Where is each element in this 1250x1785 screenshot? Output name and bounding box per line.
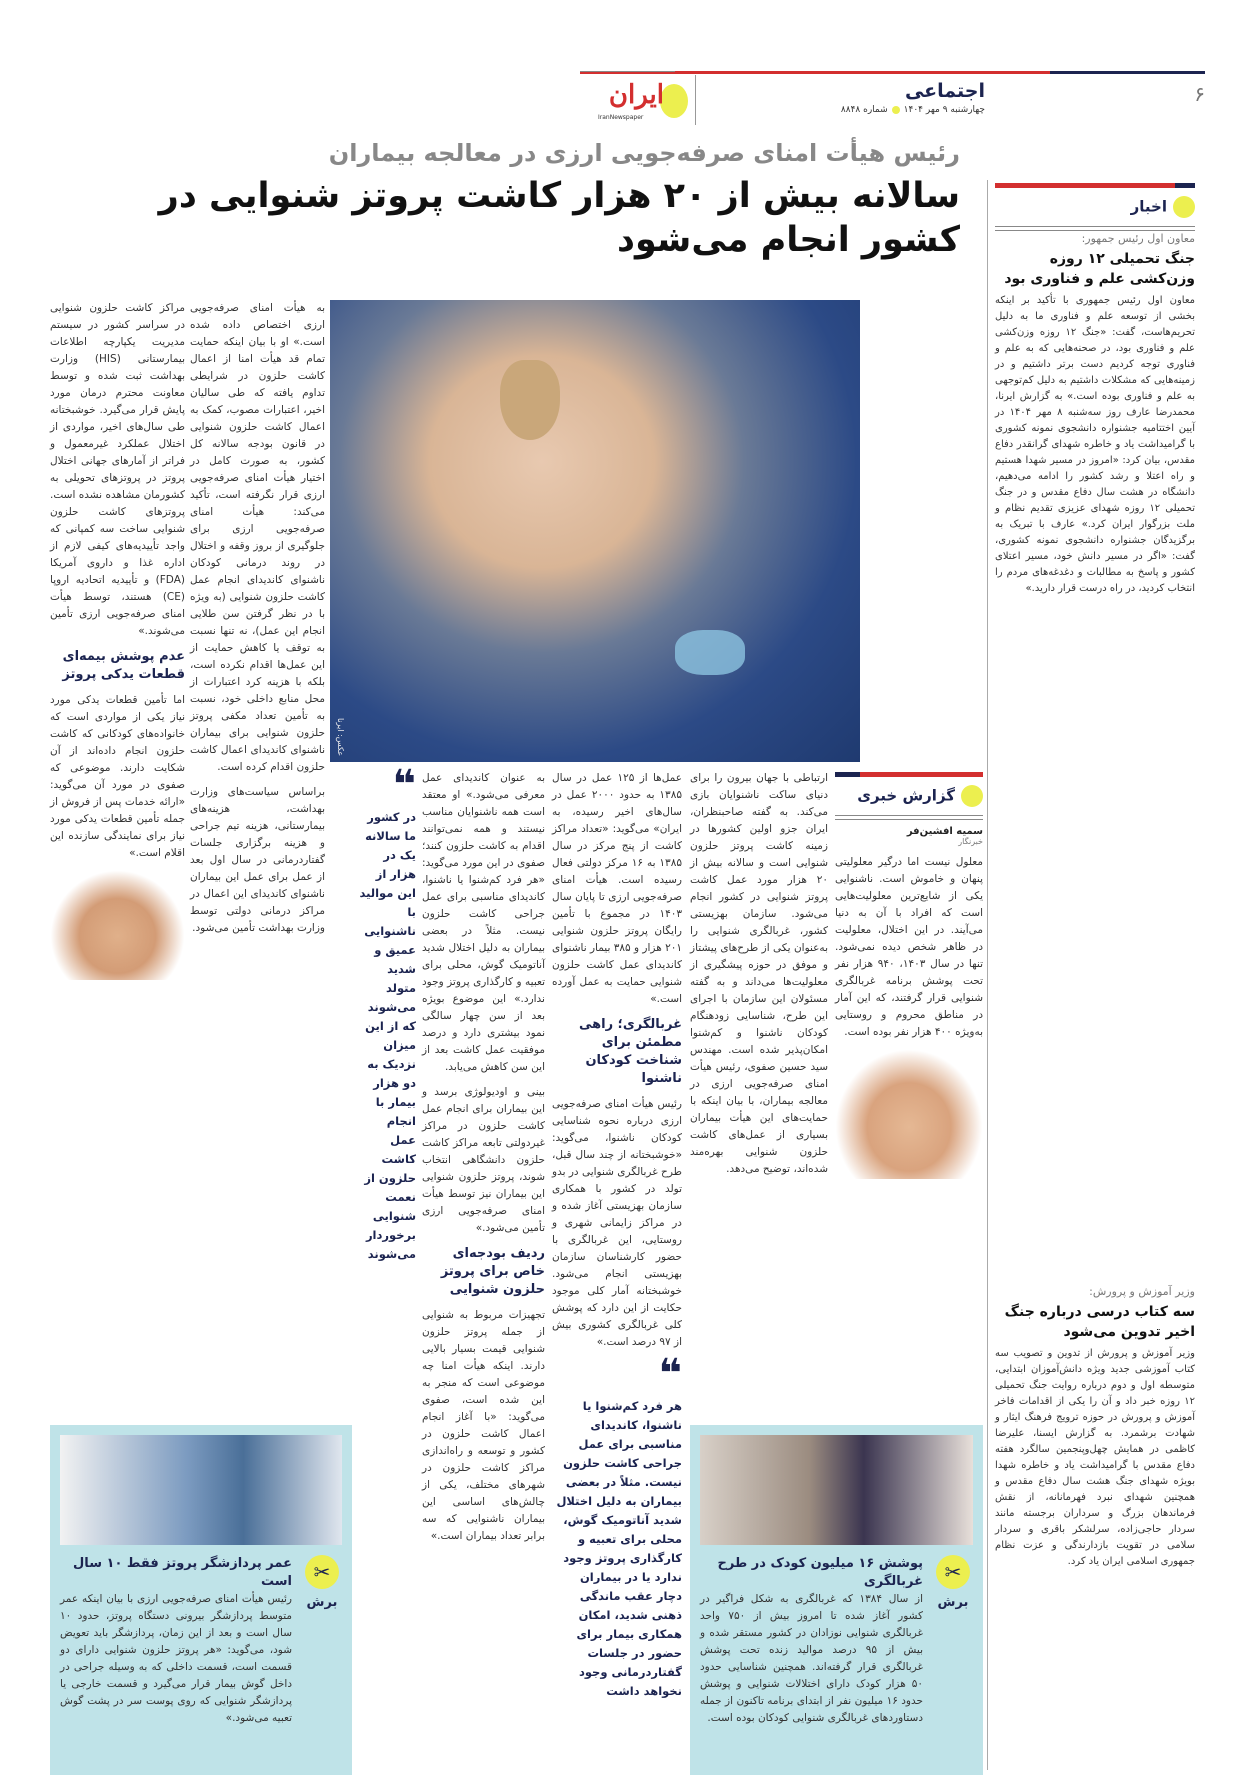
scissors-icon: ✂ xyxy=(305,1555,339,1589)
subheading-insurance: عدم پوشش بیمه‌ای قطعات یدکی پروتز xyxy=(62,649,185,682)
article-kicker: رئیس هیأت امنای صرفه‌جویی ارزی در معالجه بیماران xyxy=(328,139,960,167)
hand-gesture-photo xyxy=(835,1049,983,1179)
article-col5b: اما تأمین قطعات یدکی مورد نیاز یکی از مواردی است که خانواده‌های کودکانی که کاشت حلزون انجام داده‌اند از آن شکایت دارند. موضوعی که صفوی در مورد آن می‌گوید: «ارائه خدمات پس از فروش از جمله تأمین قطعات یدکی مورد نیاز برای نمایندگی سازنده این اقلام است.» xyxy=(50,694,185,859)
news-item xyxy=(995,1285,1195,1570)
article-intro: معلول نیست اما درگیر معلولیتی پنهان و خاموش است. ناشنوایی یکی از شایع‌ترین معلولیت‌هایی است که افراد با آن به دنیا می‌آیند. در این اختلال، معلولیت در ظاهر شخص دیده نمی‌شود. تنها در سال ۱۴۰۳، ۹۴۰ هزار نفر تحت پوشش برنامه غربالگری شنوایی قرار گرفتند، که این آمار در مناطق محروم و روستایی به‌ویژه ۴۰۰ هزار نفر بوده است. xyxy=(835,856,984,1038)
article-column-3 xyxy=(422,770,545,1545)
article-col2: عمل‌ها از ۱۲۵ عمل در سال ۱۳۸۵ به حدود ۲۰۰۰ عمل در سال‌های اخیر رسیده، به ایران» می‌گوید: «تعداد مراکز کاشت از پنج مرکز در سال ۱۳۸۵ به ۱۶ مرکز دولتی فعال رسیده است. هیأت امنای صرفه‌جویی ارزی تا پایان سال ۱۴۰۳ در مجموع با تأمین رایگان پروتز حلزون شنوایی ۲۰۱ هزار و ۳۸۵ بیمار ناشنوای کاندیدای عمل کاشت حلزون شنوایی حمایت به عمل آورده است.» xyxy=(551,772,682,1005)
pointing-hand-photo xyxy=(50,870,185,980)
article-col5: مراکز کاشت حلزون شنوایی در سراسر کشور در سیستم مدیریت یکپارچه اطلاعات بیمارستانی (HIS) وزارت بهداشت ثبت شده و توسط معاونت محترم درمان مورد پایش قرار می‌گیرد. خوشبختانه طی سال‌های اخیر، مواردی از اختلال عملکرد غیرمعمول و فراتر از آمارهای جهانی اختلال پروتز در پروتزهای تحویلی به کشورمان مشاهده نشده است. پروتزهای کاشت حلزون شنوایی ساخت سه کمپانی که واجد تأییدیه‌های کیفی لازم از اداره غذا و داروی آمریکا (FDA) و تأییدیه اتحادیه اروپا (CE) هستند، توسط هیأت امنای صرفه‌جویی ارزی تأمین می‌شوند.» xyxy=(50,302,185,637)
news-kicker: وزیر آموزش و پرورش: xyxy=(1089,1285,1195,1298)
article-col4: به هیأت امنای صرفه‌جویی ارزی اختصاص داده شده است.» او با بیان اینکه حمایت تمام قد هیأت امنا از اعمال کاشت حلزون در شرایطی تداوم یافته که طی سالیان اخیر، اعتبارات مصوب، کمک به اعمال کاشت حلزون شنوایی در قانون بودجه سالانه کل کشور، به صورت کامل در اختیار هیأت امنای صرفه‌جویی ارزی قرار نگرفته است، تأکید می‌کند: هیأت امنای صرفه‌جویی ارزی برای جلوگیری از بروز وقفه و اختلال در روند درمانی کودکان ناشنوای کاندیدای انجام عمل کاشت حلزون شنوایی (به ویژه با در نظر گرفتن سن طلایی انجام این عمل)، نه تنها نسبت به توقف یا کاهش حمایت از این عمل‌ها اقدام نکرده است، بلکه با هزینه کرد اعتبارات از محل منابع داخلی خود، نسبت به تأمین تعداد مکفی پروتز حلزون شنوایی برای بیماران ناشنوای کاندیدای اعمال کاشت حلزون اقدام کرده است. xyxy=(190,302,325,773)
section-title: اجتماعی xyxy=(904,80,985,102)
photo-credit: عکس: ایرنا xyxy=(336,717,345,756)
report-column xyxy=(835,772,983,1179)
article-column-1 xyxy=(690,770,828,1178)
section-header xyxy=(841,80,985,115)
box-title: پوشش ۱۶ میلیون کودک در طرح غربالگری xyxy=(717,1556,923,1589)
box-label: برش xyxy=(937,1595,969,1610)
issue-date: چهارشنبه ۹ مهر ۱۴۰۴ xyxy=(903,105,985,115)
news-header xyxy=(995,183,1195,231)
subheading-budget: ردیف بودجه‌ای خاص برای پروتز حلزون شنوایی xyxy=(440,1246,545,1297)
page-number: ۶ xyxy=(1194,82,1205,106)
news-kicker: معاون اول رئیس جمهور: xyxy=(1081,232,1195,245)
quote-icon: ❝ xyxy=(658,1351,682,1397)
masthead-bar xyxy=(580,71,1205,74)
article-col4b: براساس سیاست‌های وزارت بهداشت، هزینه‌های بیمارستانی، هزینه تیم جراحی و هزینه برگزاری جلسات گفتاردرمانی در سال اول بعد از عمل برای عمل این بیماران ناشنوای کاندیدای این اعمال در مراکز درمانی دولتی توسط وزارت بهداشت تأمین می‌شود. xyxy=(190,786,325,934)
pacifier xyxy=(675,630,745,675)
pull-quote-1 xyxy=(358,762,416,1264)
news-label: اخبار xyxy=(1130,197,1167,216)
article-col1: ارتباطی با جهان بیرون را برای دنیای ساکت ناشنوایان بازی می‌کند. به گفته صاحبنظران، ایران جزو اولین کشورها در زمینه کاشت پروتز حلزون شنوایی است و سالانه بیش از ۲۰ هزار مورد عمل کاشت پروتز شنوایی در کشور انجام می‌شود. سازمان بهزیستی کشور، غربالگری شنوایی را به‌عنوان یکی از طرح‌های پیشتاز و موفق در حوزه پیشگیری از معلولیت‌ها می‌داند و به گفته مسئولان این سازمان با اجرای این طرح، شناسایی زودهنگام کودکان ناشنوا و کم‌شنوا امکان‌پذیر شده است. مهندس سید حسین صفوی، رئیس هیأت امنای صرفه‌جویی ارزی در معالجه بیماران، با بیان اینکه با حمایت‌های این هیأت بیماران بسیاری از عمل‌های کاشت حلزون شنوایی بهره‌مند شده‌اند، توضیح می‌دهد. xyxy=(690,772,828,1175)
news-title: سه کتاب درسی درباره جنگ اخیر تدوین می‌شود xyxy=(1004,1304,1195,1340)
news-item xyxy=(995,232,1195,597)
news-title: جنگ تحمیلی ۱۲ روزه وزن‌کشی علم و فناوری بود xyxy=(1004,251,1195,287)
sidebar-box-processor xyxy=(50,1425,352,1775)
article-col3b: بینی و اودیولوژی برسد و این بیماران برای انجام عمل کاشت حلزون در مراکز غیردولتی تابعه مراکز کاشت حلزون دانشگاهی انتخاب شوند، پروتز حلزون شنوایی این بیماران نیز توسط هیأت امنای صرفه‌جویی ارزی تأمین می‌شود.» xyxy=(422,1086,545,1234)
implant-processor xyxy=(500,360,560,440)
box-text: رئیس هیأت امنای صرفه‌جویی ارزی با بیان اینکه عمر متوسط پردازشگر بیرونی دستگاه پروتز، حدود ۱۰ سال است و بعد از این زمان، پردازشگر باید تعویض شود، می‌گوید: «هر پروتز حلزون شنوایی دارای دو قسمت است، قسمت داخلی که به وسیله جراحی در داخل گوش بیمار قرار می‌گیرد و قسمت خارجی یا پردازشگر شنوایی که روی پوست سر در پشت گوش تعبیه می‌شود.» xyxy=(60,1593,292,1724)
box-title: عمر پردازشگر پروتز فقط ۱۰ سال است xyxy=(73,1556,292,1589)
report-header xyxy=(835,772,983,846)
newspaper-logo: ایران IranNewspaper xyxy=(598,84,688,124)
audiology-photo xyxy=(700,1435,973,1545)
article-column-4 xyxy=(190,300,325,937)
article-col2b: رئیس هیأت امنای صرفه‌جویی ارزی درباره نحوه شناسایی کودکان ناشنوا، می‌گوید: «خوشبختانه از چند سال قبل، طرح غربالگری شنوایی در بدو تولد در کشور با همکاری سازمان بهزیستی آغاز شده و در مراکز زایمانی شهری و روستایی، این غربالگری با حضور کارشناسان سازمان بهزیستی انجام می‌شود. خوشبختانه آمار کلی موجود حکایت از این دارد که پوشش کلی غربالگری کشوری بیش از ۹۷ درصد است.» xyxy=(552,1098,682,1348)
report-label: گزارش خبری xyxy=(857,786,955,805)
issue-number: شماره ۸۸۴۸ xyxy=(840,105,888,115)
pull-quote-1-text: در کشور ما سالانه یک در هزار از این موالید با ناشنوایی عمیق و شدید متولد می‌شوند که از این میزان نزدیک به دو هزار بیمار با انجام عمل کاشت حلزون از نعمت شنوایی برخوردار می‌شوند xyxy=(359,810,416,1261)
scissors-icon: ✂ xyxy=(936,1555,970,1589)
sidebar-box-screening xyxy=(690,1425,983,1775)
article-headline: سالانه بیش از ۲۰ هزار کاشت پروتز شنوایی در کشور انجام می‌شود xyxy=(158,176,960,260)
box-text: از سال ۱۳۸۴ که غربالگری به شکل فراگیر در کشور آغاز شده تا امروز بیش از ۷۵۰ واحد غربالگری شنوایی نوزادان در کشور مستقر شده و بیش از ۹۵ درصد موالید زنده تحت پوشش غربالگری قرار گرفته‌اند. همچنین شناسایی حدود ۵۰ هزار کودک دارای اختلالات شنوایی و پوشش حدود ۱۶ میلیون نفر از ابتدای برنامه تاکنون از جمله دستاوردهای غربالگری شنوایی کودکان بوده است. xyxy=(700,1593,923,1724)
quote-icon: ❝ xyxy=(392,762,416,808)
subheading-screening: غربالگری؛ راهی مطمئن برای شناخت کودکان ناشنوا xyxy=(578,1017,682,1086)
article-col3: به عنوان کاندیدای عمل معرفی می‌شود.» او معتقد است همه ناشنوایان مناسب نیستند و همه نمی‌توانند اقدام به کاشت حلزون کنند؛ صفوی در این مورد می‌گوید: «هر فرد کم‌شنوا یا ناشنوا، کاندیدای مناسبی برای عمل جراحی کاشت حلزون نیست. مثلاً در بعضی بیماران به دلیل اختلال شدید آناتومیک گوش، محلی برای تعبیه و کارگذاری پروتز وجود ندارد.» این موضوع بویژه بعد از سن چهار سالگی نمود بیشتری دارد و درصد موفقیت عمل کاشت بعد از این سن کاهش می‌یابد. xyxy=(422,772,545,1073)
baby-cochlear-implant-photo xyxy=(330,300,860,762)
article-col3c: تجهیزات مربوط به شنوایی از جمله پروتز حلزون شنوایی قیمت بسیار بالایی دارند. اینکه هیأت امنا چه موضوعی است که منجر به این شده است، صفوی می‌گوید: «با آغاز انجام اعمال کاشت حلزون در کشور و توسعه و راه‌اندازی مراکز کاشت حلزون در شهرهای مختلف، یکی از چالش‌های اساسی این بیماران ناشنوایی که سه برابر تعداد بیماران است.» xyxy=(422,1309,545,1542)
author-role: خبرنگار xyxy=(958,837,983,846)
pull-quote-2-text: هر فرد کم‌شنوا یا ناشنوا، کاندیدای مناسبی برای عمل جراحی کاشت حلزون نیست. مثلاً در بعضی بیماران به دلیل اختلال شدید آناتومیک گوش، محلی برای تعبیه و کارگذاری پروتز وجود ندارد یا در بیماران دچار عقب ماندگی ذهنی شدید، امکان همکاری بیمار برای حضور در جلسات گفتاردرمانی وجود نخواهد داشت xyxy=(556,1399,682,1698)
column-divider xyxy=(987,180,988,1770)
article-column-5 xyxy=(50,300,185,980)
news-text: وزیر آموزش و پرورش از تدوین و تصویب سه کتاب آموزشی جدید ویژه دانش‌آموزان ابتدایی، متوسطه اول و دوم درباره روایت جنگ تحمیلی ۱۲ روزه خبر داد و آن را یکی از اقدامات فاخر آموزش و پرورش در حوزه ترویج فرهنگ ایثار و شهادت برشمرد. به گزارش ایسنا، علیرضا کاظمی در همایش چهل‌وپنجمین سالگرد هفته دفاع مقدس با گرامیداشت یاد و خاطره شهدا بویژه شهدای جنگ هشت سال دفاع مقدس و همچنین شهدای نبرد فهرمانانه، از نقش فرماندهان بزرگ و سرداران برجسته مانند سردار حاجی‌زاده، سرلشکر باقری و سردار سلامی در تقویت بازدارندگی و عزت نظام جمهوری اسلامی ایران یاد کرد. xyxy=(995,1348,1195,1567)
surgeon-photo xyxy=(60,1435,342,1545)
article-column-2 xyxy=(552,770,682,1701)
author-name: سمیه افشین‌فر xyxy=(906,826,983,837)
news-text: معاون اول رئیس جمهوری با تأکید بر اینکه بخشی از توسعه علم و فناوری ما به دلیل تحریم‌هاست، گفت: «جنگ ۱۲ روزه وزن‌کشی علم و فناوری بود، در صحنه‌هایی که به علم و فناوری توجه کردیم دست برتر داشتیم و در زمینه‌هایی که مشکلات داشتیم به دلیل کم‌توجهی به علم و فناوری بوده است.» به گزارش ایرنا، محمدرضا عارف روز سه‌شنبه ۸ مهر ۱۴۰۴ در آیین اختتامیه جشنواره دانشجوی نمونه کشوری با گرامیداشت یاد و خاطره شهدای گرانقدر دفاع مقدس، بیان کرد: «امروز در مسیر شهدا هستیم و راه اعتلا و رشد کشور را ادامه می‌دهیم، دانشگاه در هشت سال دفاع مقدس و در جنگ تحمیلی ۱۲ روزه شهدای عزیزی تقدیم نظام و ملت بزرگوار ایران کرد.» عارف با تبریک به برگزیدگان جشنواره دانشجوی نمونه کشوری، گفت: «اگر در مسیر دانش خود، مسیر اعتلای کشور و پاسخ به مطالبات و دغدغه‌های مردم را انتخاب کردید، در راه درست قرار دارید.» xyxy=(995,295,1195,594)
box-label: برش xyxy=(306,1595,338,1610)
